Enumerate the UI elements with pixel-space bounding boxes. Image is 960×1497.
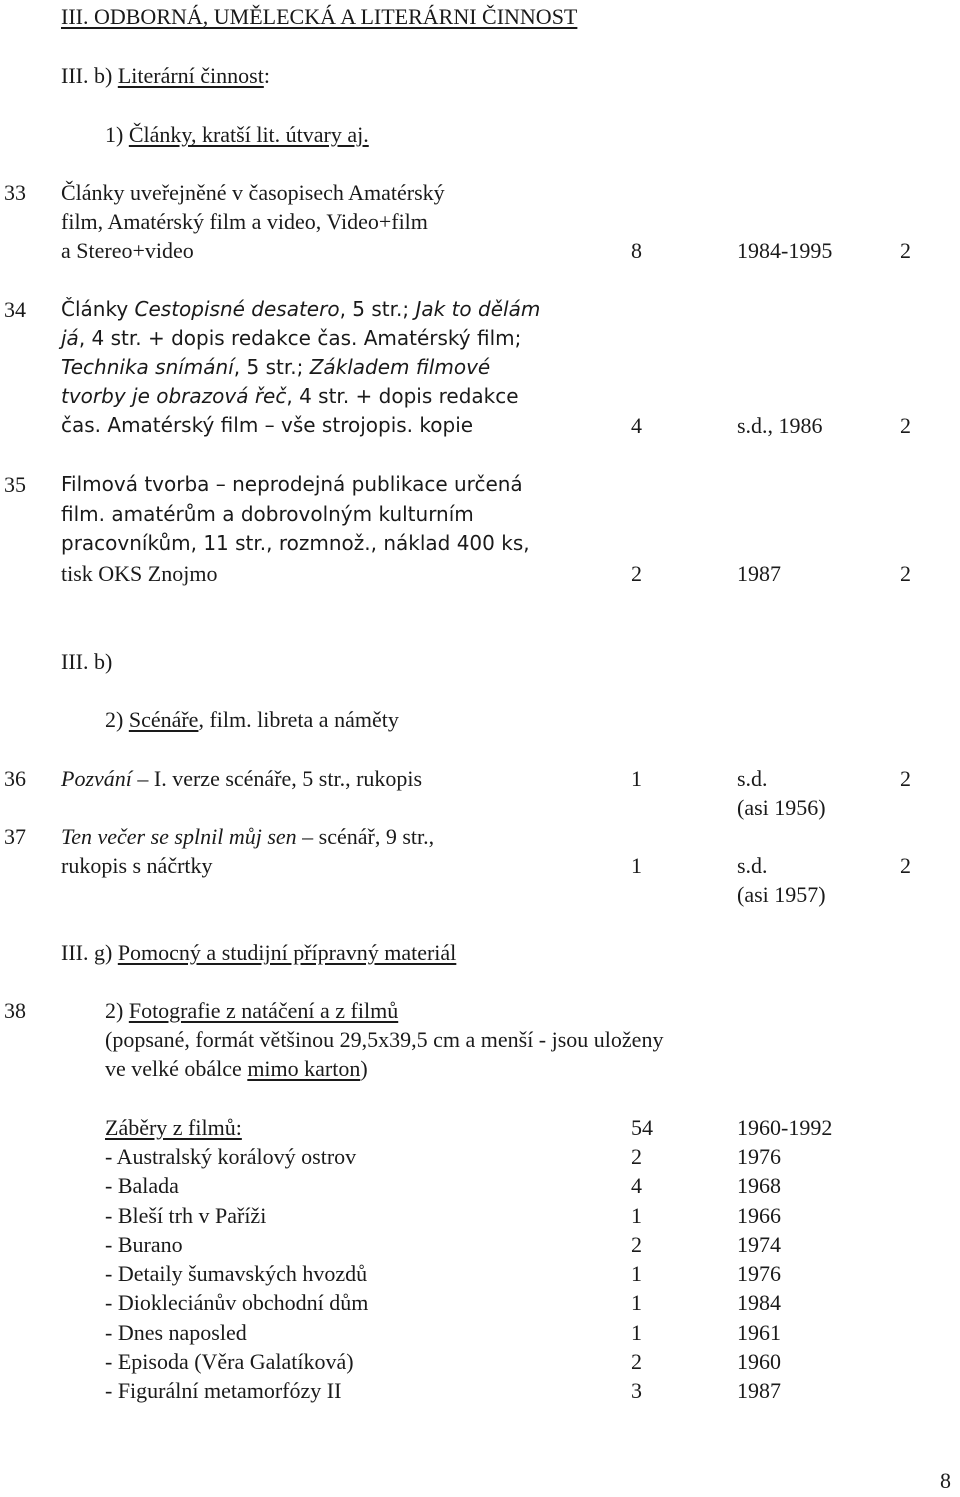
item-37-line-2: rukopis s náčrtky (61, 853, 213, 878)
item-37-date-approx: (asi 1957) (737, 882, 826, 907)
film-count: 1 (631, 1261, 642, 1286)
film-name: - Figurální metamorfózy II (105, 1378, 342, 1403)
item-35-line-4: tisk OKS Znojmo (61, 561, 218, 586)
item-34-count: 4 (631, 413, 642, 438)
item-37-number: 37 (4, 824, 26, 849)
item-35-line-1: Filmová tvorba – neprodejná publikace určená (61, 472, 523, 496)
item-33-number: 33 (4, 180, 26, 205)
film-count: 4 (631, 1173, 642, 1198)
item-33-line-3: a Stereo+video (61, 238, 194, 263)
film-count: 1 (631, 1290, 642, 1315)
film-year: 1968 (737, 1173, 781, 1198)
films-header-label: Záběry z filmů: (105, 1115, 242, 1140)
film-year: 1987 (737, 1378, 781, 1403)
item-38-line-1: 2) Fotografie z natáčení a z filmů (105, 998, 399, 1023)
section-title: III. ODBORNÁ, UMĚLECKÁ A LITERÁRNI ČINNOST (61, 4, 578, 29)
subsection-b-repeat: III. b) (61, 649, 113, 674)
film-year: 1984 (737, 1290, 781, 1315)
film-year: 1966 (737, 1203, 781, 1228)
item-33-line-1: Články uveřejněné v časopisech Amatérský (61, 180, 445, 205)
item-35-number: 35 (4, 472, 26, 497)
film-name: - Diokleciánův obchodní dům (105, 1290, 369, 1315)
subsection-literary: III. b) Literární činnost: (61, 63, 270, 88)
item-36-date: s.d. (737, 766, 768, 791)
item-37-box: 2 (900, 853, 911, 878)
film-year: 1976 (737, 1261, 781, 1286)
film-count: 1 (631, 1320, 642, 1345)
film-count: 2 (631, 1349, 642, 1374)
item-34-number: 34 (4, 297, 26, 322)
item-34-line-3: Technika snímání, 5 str.; Základem filmové (61, 355, 491, 379)
item-33-count: 8 (631, 238, 642, 263)
film-name: - Episoda (Věra Galatíková) (105, 1349, 354, 1374)
item-33-date: 1984-1995 (737, 238, 833, 263)
item-36-number: 36 (4, 766, 26, 791)
item-33-box: 2 (900, 238, 911, 263)
item-35-line-3: pracovníkům, 11 str., rozmnož., náklad 400 ks, (61, 531, 530, 555)
film-year: 1961 (737, 1320, 781, 1345)
item-37-line-1: Ten večer se splnil můj sen – scénář, 9 str., (61, 824, 435, 849)
subsection-scripts: 2) Scénáře, film. libreta a náměty (105, 707, 399, 732)
item-38-number: 38 (4, 998, 26, 1023)
item-37-count: 1 (631, 853, 642, 878)
film-name: - Bleší trh v Paříži (105, 1203, 267, 1228)
film-count: 1 (631, 1203, 642, 1228)
item-35-date: 1987 (737, 561, 781, 586)
film-year: 1976 (737, 1144, 781, 1169)
item-36-count: 1 (631, 766, 642, 791)
item-35-count: 2 (631, 561, 642, 586)
item-34-date: s.d., 1986 (737, 413, 823, 438)
item-34-line-2: já, 4 str. + dopis redakce čas. Amatérský film; (61, 326, 522, 350)
film-name: - Dnes naposled (105, 1320, 247, 1345)
item-38-line-3: ve velké obálce mimo karton) (105, 1056, 368, 1081)
item-33-line-2: film, Amatérský film a video, Video+film (61, 209, 428, 234)
film-name: - Balada (105, 1173, 179, 1198)
subsection-articles: 1) Články, kratší lit. útvary aj. (105, 122, 369, 147)
item-36-box: 2 (900, 766, 911, 791)
film-count: 2 (631, 1232, 642, 1257)
film-year: 1974 (737, 1232, 781, 1257)
item-35-box: 2 (900, 561, 911, 586)
film-name: - Australský korálový ostrov (105, 1144, 357, 1169)
film-count: 3 (631, 1378, 642, 1403)
item-35-line-2: film. amatérům a dobrovolným kulturním (61, 502, 474, 526)
item-34-line-4: tvorby je obrazová řeč, 4 str. + dopis redakce (61, 384, 519, 408)
item-36-text: Pozvání – I. verze scénáře, 5 str., rukopis (61, 766, 423, 791)
film-name: - Burano (105, 1232, 183, 1257)
item-38-line-2: (popsané, formát většinou 29,5x39,5 cm a menší - jsou uloženy (105, 1027, 664, 1052)
subsection-auxiliary: III. g) Pomocný a studijní přípravný materiál (61, 940, 457, 965)
film-count: 2 (631, 1144, 642, 1169)
films-header-date: 1960-1992 (737, 1115, 833, 1140)
item-34-line-5: čas. Amatérský film – vše strojopis. kopie (61, 413, 474, 437)
film-name: - Detaily šumavských hvozdů (105, 1261, 368, 1286)
item-37-date: s.d. (737, 853, 768, 878)
item-34-box: 2 (900, 413, 911, 438)
film-year: 1960 (737, 1349, 781, 1374)
films-header-count: 54 (631, 1115, 653, 1140)
item-36-date-approx: (asi 1956) (737, 795, 826, 820)
page-number: 8 (940, 1468, 951, 1493)
item-34-line-1: Články Cestopisné desatero, 5 str.; Jak to dělám (61, 297, 541, 321)
